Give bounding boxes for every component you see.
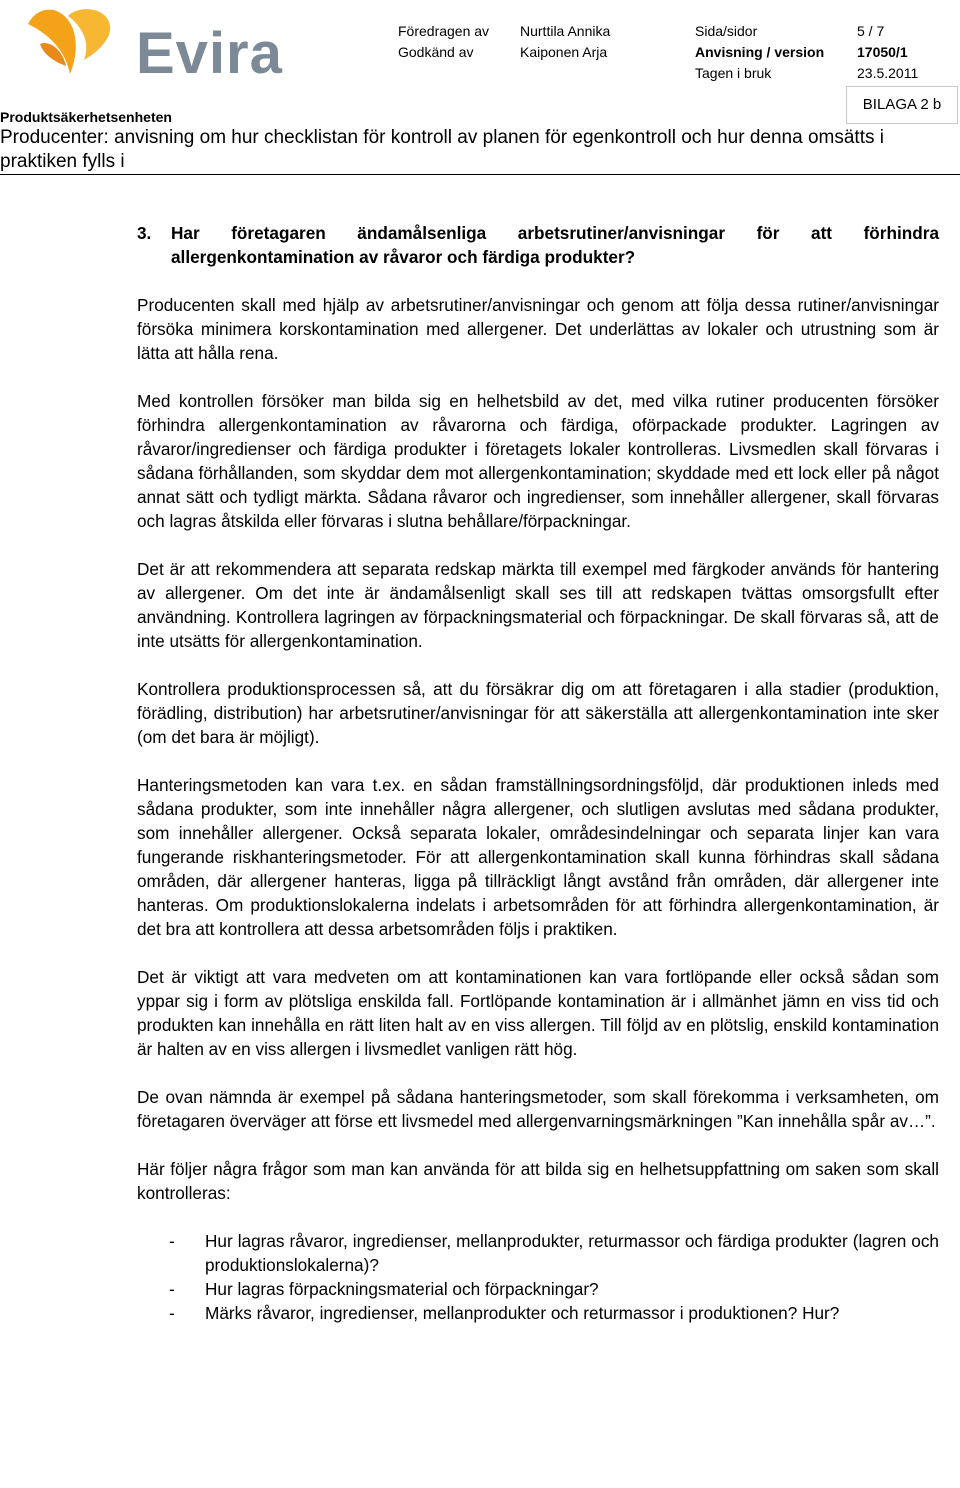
list-item bbox=[137, 1229, 939, 1277]
question-list bbox=[137, 1229, 939, 1325]
godkand-label: Godkänd av bbox=[398, 44, 474, 60]
list-item-text: Hur lagras förpackningsmaterial och förpackningar? bbox=[205, 1279, 599, 1299]
bilaga-badge: BILAGA 2 b bbox=[846, 86, 958, 124]
godkand-value: Kaiponen Arja bbox=[520, 44, 608, 60]
paragraph: Det är att rekommendera att separata redskap märkta till exempel med färgkoder används för hantering av allergener. Om det inte är ändamålsenligt skall ses till att redskapen tvättas omsorgsfullt efter användning. Kontrollera lagringen av förpackningsmaterial och förpackningar. De skall förvaras så, att de inte utsätts för allergenkontamination. bbox=[137, 559, 939, 651]
list-dash: - bbox=[169, 1303, 175, 1323]
foredragen-label: Föredragen av bbox=[398, 23, 490, 39]
header-divider bbox=[0, 174, 960, 175]
list-item bbox=[137, 1277, 939, 1301]
list-item bbox=[137, 1301, 939, 1325]
section-heading bbox=[137, 221, 939, 269]
list-dash: - bbox=[169, 1279, 175, 1299]
document-title: Producenter: anvisning om hur checklistan för kontroll av planen för egenkontroll och hur denna omsätts i praktiken fylls i bbox=[0, 127, 884, 172]
paragraph: Producenten skall med hjälp av arbetsrutiner/anvisningar och genom att följa dessa rutiner/anvisningar försöka minimera korskontamination med allergener. Det underlättas av lokaler och utrustning som är lätta att hålla rena. bbox=[137, 295, 939, 363]
list-dash: - bbox=[169, 1231, 175, 1251]
paragraph: Det är viktigt att vara medveten om att kontaminationen kan vara fortlöpande eller också sådan som yppar sig i form av plötsliga enskilda fall. Fortlöpande kontamination är i allmänhet jämn en viss tid och produkten kan innehålla en rätt liten halt av en viss allergen. Till följd av en plötslig, enskild kontamination är halten av en viss allergen i livsmedlet vanligen rätt hög. bbox=[137, 967, 939, 1059]
list-item-text: Hur lagras råvaror, ingredienser, mellanprodukter, returmassor och färdiga produkter (lagren och produktionslokalerna)? bbox=[205, 1231, 939, 1275]
document-body bbox=[137, 221, 939, 1325]
sida-value: 5 / 7 bbox=[857, 23, 885, 39]
tagen-label: Tagen i bruk bbox=[695, 65, 772, 81]
anvisning-value: 17050/1 bbox=[857, 44, 908, 60]
paragraph: Här följer några frågor som man kan använda för att bilda sig en helhetsuppfattning om saken som skall kontrolleras: bbox=[137, 1159, 939, 1203]
section-heading-text: Har företagaren ändamålsenliga arbetsrutiner/anvisningar för att förhindra allergenkontamination av råvaror och färdiga produkter? bbox=[171, 223, 939, 267]
anvisning-label: Anvisning / version bbox=[695, 44, 825, 60]
paragraph: Kontrollera produktionsprocessen så, att du försäkrar dig om att företagaren i alla stadier (produktion, förädling, distribution) har arbetsrutiner/anvisningar för att säkerställa att allergenkontamination inte sker (om det bara är möjligt). bbox=[137, 679, 939, 747]
paragraph: Med kontrollen försöker man bilda sig en helhetsbild av det, med vilka rutiner producenten försöker förhindra allergenkontamination av råvarorna och färdiga, oförpackade produkter. Lagringen av råvaror/ingredienser och färdiga produkter i företagets lokaler kontrolleras. Livsmedlen skall förvaras i sådana förhållanden, som skyddar dem mot allergenkontamination; skyddade med ett lock eller på något annat sätt och tydligt märkta. Sådana råvaror och ingredienser, som innehåller allergener, skall förvaras och lagras åtskilda eller förvaras i slutna behållare/förpackningar. bbox=[137, 391, 939, 531]
logo-wordmark: Evira bbox=[136, 21, 283, 86]
list-item-text: Märks råvaror, ingredienser, mellanprodukter och returmassor i produktionen? Hur? bbox=[205, 1303, 840, 1323]
sida-label: Sida/sidor bbox=[695, 23, 758, 39]
paragraph: De ovan nämnda är exempel på sådana hanteringsmetoder, som skall förekomma i verksamheten, om företagaren överväger att förse ett livsmedel med allergenvarningsmärkningen ”Kan innehålla spår av…”. bbox=[137, 1087, 939, 1131]
section-number: 3. bbox=[137, 223, 152, 243]
foredragen-value: Nurttila Annika bbox=[520, 23, 611, 39]
tagen-value: 23.5.2011 bbox=[857, 65, 919, 81]
evira-leaf-icon bbox=[18, 4, 128, 84]
paragraph: Hanteringsmetoden kan vara t.ex. en sådan framställningsordningsföljd, där produktionen inleds med sådana produkter, som inte innehåller några allergener, och slutligen avslutas med sådana produkter, som innehåller allergener. Också separata lokaler, områdesindelningar och separata linjer kan vara fungerande riskhanteringsmetoder. För att allergenkontamination skall kunna förhindras skall sådana områden, där allergener hanteras, ligga på tillräckligt långt avstånd från områden, där allergener inte hanteras. Om produktionslokalerna indelats i arbetsområden för att förhindra allergenkontamination, är det bra att kontrollera att dessa arbetsområden följs i praktiken. bbox=[137, 775, 939, 939]
evira-logo bbox=[18, 4, 283, 86]
unit-name: Produktsäkerhetsenheten bbox=[0, 109, 172, 125]
